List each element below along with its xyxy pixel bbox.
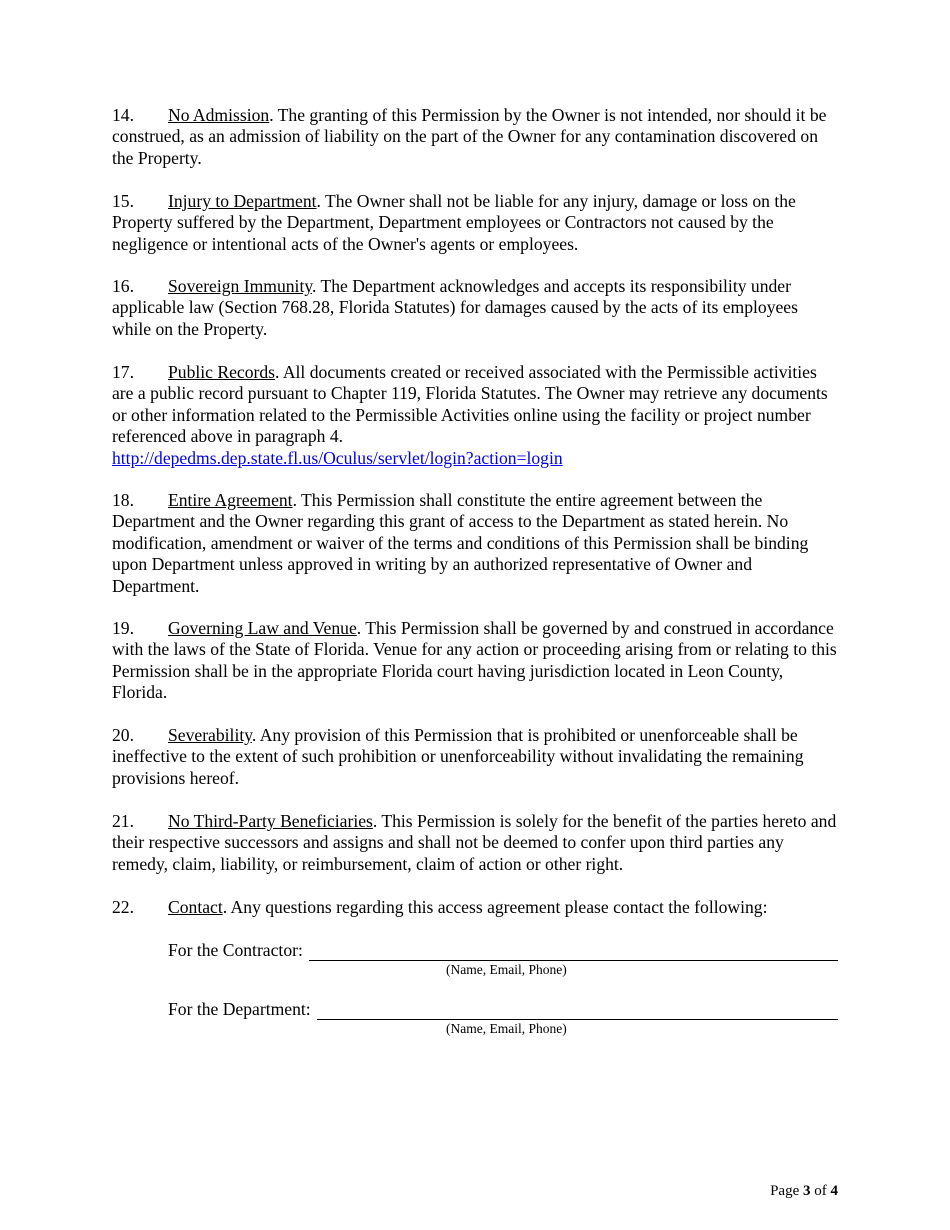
- paragraph-number: 22.: [112, 897, 134, 917]
- paragraph-number: 17.: [112, 362, 134, 382]
- paragraph-number: 14.: [112, 105, 134, 125]
- department-contact-row: [168, 999, 838, 1020]
- paragraph-heading: Severability: [168, 725, 252, 745]
- page-number: [770, 1182, 838, 1200]
- paragraph-heading: Public Records: [168, 362, 276, 382]
- paragraph-heading: Governing Law and Venue: [168, 618, 357, 638]
- paragraph-20: [112, 725, 840, 789]
- paragraph-text: . The granting of this Permission by the Owner is not intended, nor should it be construed, as an admission of liability on the part of the Owner for any contamination discovered on the Property.: [112, 105, 827, 168]
- paragraph-text: . All documents created or received associated with the Permissible activities are a public record pursuant to Chapter 119, Florida Statutes. The Owner may retrieve any documents or other information related to the Permissible Activities online using the facility or project number referenced above in paragraph 4.: [112, 362, 828, 447]
- paragraph-heading: No Admission: [168, 105, 270, 125]
- paragraph-number: 15.: [112, 191, 134, 211]
- paragraph-17: [112, 362, 840, 469]
- paragraph-22: [112, 897, 840, 918]
- contractor-label: For the Contractor:: [168, 940, 303, 960]
- paragraph-15: [112, 191, 840, 255]
- paragraph-number: 19.: [112, 618, 134, 638]
- contractor-caption: (Name, Email, Phone): [446, 962, 567, 977]
- paragraph-heading: Contact: [168, 897, 223, 917]
- page-prefix: Page: [770, 1183, 803, 1199]
- page-current: 3: [803, 1183, 811, 1199]
- paragraph-19: [112, 618, 840, 704]
- paragraph-text: . This Permission shall be governed by and construed in accordance with the laws of the State of Florida. Venue for any action or proceeding arising from or relating to this Permission shall be in the appropriate Florida court having jurisdiction located in Leon County, Florida.: [112, 618, 837, 703]
- paragraph-number: 16.: [112, 276, 134, 296]
- paragraph-number: 21.: [112, 811, 134, 831]
- department-caption: (Name, Email, Phone): [446, 1021, 567, 1036]
- paragraph-number: 20.: [112, 725, 134, 745]
- department-label: For the Department:: [168, 999, 311, 1019]
- paragraph-text: . This Permission shall constitute the entire agreement between the Department and the Owner regarding this grant of access to the Department as stated herein. No modification, amendment or waiver of the terms and conditions of this Permission shall be binding upon Department unless approved in writing by an authorized representative of Owner and Department.: [112, 490, 809, 596]
- paragraph-heading: Injury to Department: [168, 191, 317, 211]
- page-total: 4: [830, 1183, 838, 1199]
- paragraph-21: [112, 811, 840, 875]
- paragraph-text: . The Department acknowledges and accepts its responsibility under applicable law (Section 768.28, Florida Statutes) for damages caused by the acts of its employees while on the Property.: [112, 276, 798, 339]
- contractor-contact-row: [168, 940, 838, 961]
- paragraph-text: . Any questions regarding this access agreement please contact the following:: [222, 897, 768, 917]
- page-of: of: [810, 1183, 831, 1199]
- oculus-login-link[interactable]: http://depedms.dep.state.fl.us/Oculus/servlet/login?action=login: [112, 447, 563, 468]
- paragraph-text: . This Permission is solely for the benefit of the parties hereto and their respective successors and assigns and shall not be deemed to confer upon third parties any remedy, claim, liability, or reimbursement, claim of action or other right.: [112, 811, 837, 874]
- paragraph-14: [112, 105, 840, 169]
- paragraph-heading: Sovereign Immunity: [168, 276, 312, 296]
- paragraph-number: 18.: [112, 490, 134, 510]
- paragraph-18: [112, 490, 840, 597]
- paragraph-heading: Entire Agreement: [168, 490, 293, 510]
- paragraph-text: . The Owner shall not be liable for any injury, damage or loss on the Property suffered by the Department, Department employees or Contractors not caused by the negligence or intentional acts of the Owner's agents or employees.: [112, 191, 796, 254]
- paragraph-heading: No Third-Party Beneficiaries: [168, 811, 373, 831]
- department-signature-line[interactable]: [317, 1003, 838, 1020]
- paragraph-text: . Any provision of this Permission that is prohibited or unenforceable shall be ineffective to the extent of such prohibition or unenforceability without invalidating the remaining provisions hereof.: [112, 725, 804, 788]
- paragraph-16: [112, 276, 840, 340]
- contractor-signature-line[interactable]: [309, 944, 838, 961]
